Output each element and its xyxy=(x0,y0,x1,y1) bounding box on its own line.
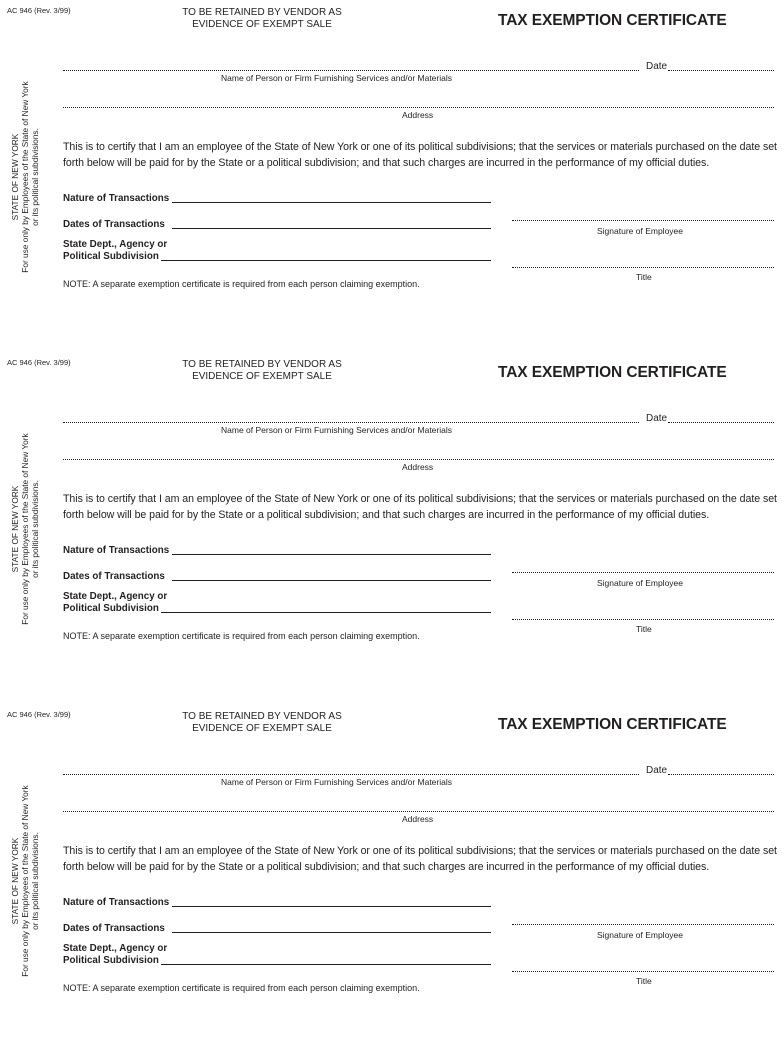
side-text xyxy=(10,781,40,981)
nature-field[interactable] xyxy=(172,906,491,907)
form-number: AC 946 (Rev. 3/99) xyxy=(7,710,71,719)
title-field[interactable] xyxy=(512,971,774,972)
title-caption: Title xyxy=(636,272,652,282)
certification-statement: This is to certify that I am an employee of the State of New York or one of its political subdivisions; that the services or materials purchased on the date set forth below will be paid for by the State or a political subdivision; and that such charges are incurred in the performance of my official duties. xyxy=(63,141,777,169)
side-text xyxy=(10,77,40,277)
retention-line-2: EVIDENCE OF EXEMPT SALE xyxy=(192,19,332,30)
certification-statement: This is to certify that I am an employee of the State of New York or one of its political subdivisions; that the services or materials purchased on the date set forth below will be paid for by the State or a political subdivision; and that such charges are incurred in the performance of my official duties. xyxy=(63,845,777,873)
retention-line-1: TO BE RETAINED BY VENDOR AS xyxy=(182,7,342,18)
address-field[interactable] xyxy=(63,459,774,460)
signature-field[interactable] xyxy=(512,572,774,573)
nature-label: Nature of Transactions xyxy=(63,545,170,556)
vendor-caption: Name of Person or Firm Furnishing Services and/or Materials xyxy=(221,73,452,83)
title-field[interactable] xyxy=(512,267,774,268)
signature-field[interactable] xyxy=(512,220,774,221)
agency-field[interactable] xyxy=(161,964,491,965)
dates-label: Dates of Transactions xyxy=(63,219,165,230)
title-caption: Title xyxy=(636,624,652,634)
retention-notice xyxy=(164,711,360,735)
side-use-line-2: or its political subdivisions. xyxy=(30,832,40,930)
side-state: STATE OF NEW YORK xyxy=(10,485,20,573)
agency-label-line-1: State Dept., Agency or xyxy=(63,239,168,250)
agency-label-line-2: Political Subdivision xyxy=(63,603,159,614)
side-use-line-1: For use only by Employees of the State of New York xyxy=(20,433,30,625)
tax-exemption-certificate xyxy=(0,0,784,352)
certificate-title: TAX EXEMPTION CERTIFICATE xyxy=(498,716,727,733)
agency-label-line-2: Political Subdivision xyxy=(63,251,159,262)
retention-line-2: EVIDENCE OF EXEMPT SALE xyxy=(192,371,332,382)
side-text xyxy=(10,429,40,629)
agency-field[interactable] xyxy=(161,612,491,613)
vendor-name-field[interactable] xyxy=(63,774,639,775)
side-use-line-1: For use only by Employees of the State of New York xyxy=(20,785,30,977)
certificate-title: TAX EXEMPTION CERTIFICATE xyxy=(498,12,727,29)
signature-caption: Signature of Employee xyxy=(597,578,683,588)
side-state: STATE OF NEW YORK xyxy=(10,133,20,221)
certificate-title: TAX EXEMPTION CERTIFICATE xyxy=(498,364,727,381)
agency-label xyxy=(63,943,167,967)
agency-label-line-1: State Dept., Agency or xyxy=(63,591,168,602)
date-label: Date xyxy=(646,413,668,424)
side-panel xyxy=(4,430,46,628)
address-caption: Address xyxy=(402,814,434,824)
side-use-line-2: or its political subdivisions. xyxy=(30,128,40,226)
nature-label: Nature of Transactions xyxy=(63,193,170,204)
tax-exemption-certificate xyxy=(0,704,784,1056)
nature-field[interactable] xyxy=(172,202,491,203)
agency-field[interactable] xyxy=(161,260,491,261)
dates-field[interactable] xyxy=(172,932,491,933)
agency-label-line-2: Political Subdivision xyxy=(63,955,159,966)
vendor-name-field[interactable] xyxy=(63,422,639,423)
retention-notice xyxy=(164,359,360,383)
title-caption: Title xyxy=(636,976,652,986)
date-field[interactable] xyxy=(668,774,774,775)
vendor-name-field[interactable] xyxy=(63,70,639,71)
nature-label: Nature of Transactions xyxy=(63,897,170,908)
address-caption: Address xyxy=(402,110,434,120)
tax-exemption-certificate xyxy=(0,352,784,704)
side-use-line-2: or its political subdivisions. xyxy=(30,480,40,578)
side-panel xyxy=(4,78,46,276)
exemption-note: NOTE: A separate exemption certificate is required from each person claiming exemption. xyxy=(63,983,420,993)
side-use-line-1: For use only by Employees of the State of New York xyxy=(20,81,30,273)
retention-notice xyxy=(164,7,360,31)
form-number: AC 946 (Rev. 3/99) xyxy=(7,6,71,15)
vendor-caption: Name of Person or Firm Furnishing Services and/or Materials xyxy=(221,777,452,787)
signature-caption: Signature of Employee xyxy=(597,226,683,236)
side-state: STATE OF NEW YORK xyxy=(10,837,20,925)
certification-statement: This is to certify that I am an employee of the State of New York or one of its political subdivisions; that the services or materials purchased on the date set forth below will be paid for by the State or a political subdivision; and that such charges are incurred in the performance of my official duties. xyxy=(63,493,777,521)
date-label: Date xyxy=(646,765,668,776)
dates-label: Dates of Transactions xyxy=(63,923,165,934)
vendor-caption: Name of Person or Firm Furnishing Services and/or Materials xyxy=(221,425,452,435)
dates-field[interactable] xyxy=(172,228,491,229)
date-label: Date xyxy=(646,61,668,72)
retention-line-1: TO BE RETAINED BY VENDOR AS xyxy=(182,359,342,370)
exemption-note: NOTE: A separate exemption certificate is required from each person claiming exemption. xyxy=(63,279,420,289)
agency-label-line-1: State Dept., Agency or xyxy=(63,943,168,954)
address-field[interactable] xyxy=(63,811,774,812)
dates-field[interactable] xyxy=(172,580,491,581)
address-caption: Address xyxy=(402,462,434,472)
nature-field[interactable] xyxy=(172,554,491,555)
signature-field[interactable] xyxy=(512,924,774,925)
dates-label: Dates of Transactions xyxy=(63,571,165,582)
retention-line-2: EVIDENCE OF EXEMPT SALE xyxy=(192,723,332,734)
retention-line-1: TO BE RETAINED BY VENDOR AS xyxy=(182,711,342,722)
side-panel xyxy=(4,782,46,980)
form-number: AC 946 (Rev. 3/99) xyxy=(7,358,71,367)
title-field[interactable] xyxy=(512,619,774,620)
date-field[interactable] xyxy=(668,70,774,71)
address-field[interactable] xyxy=(63,107,774,108)
date-field[interactable] xyxy=(668,422,774,423)
agency-label xyxy=(63,591,167,615)
exemption-note: NOTE: A separate exemption certificate is required from each person claiming exemption. xyxy=(63,631,420,641)
agency-label xyxy=(63,239,167,263)
signature-caption: Signature of Employee xyxy=(597,930,683,940)
